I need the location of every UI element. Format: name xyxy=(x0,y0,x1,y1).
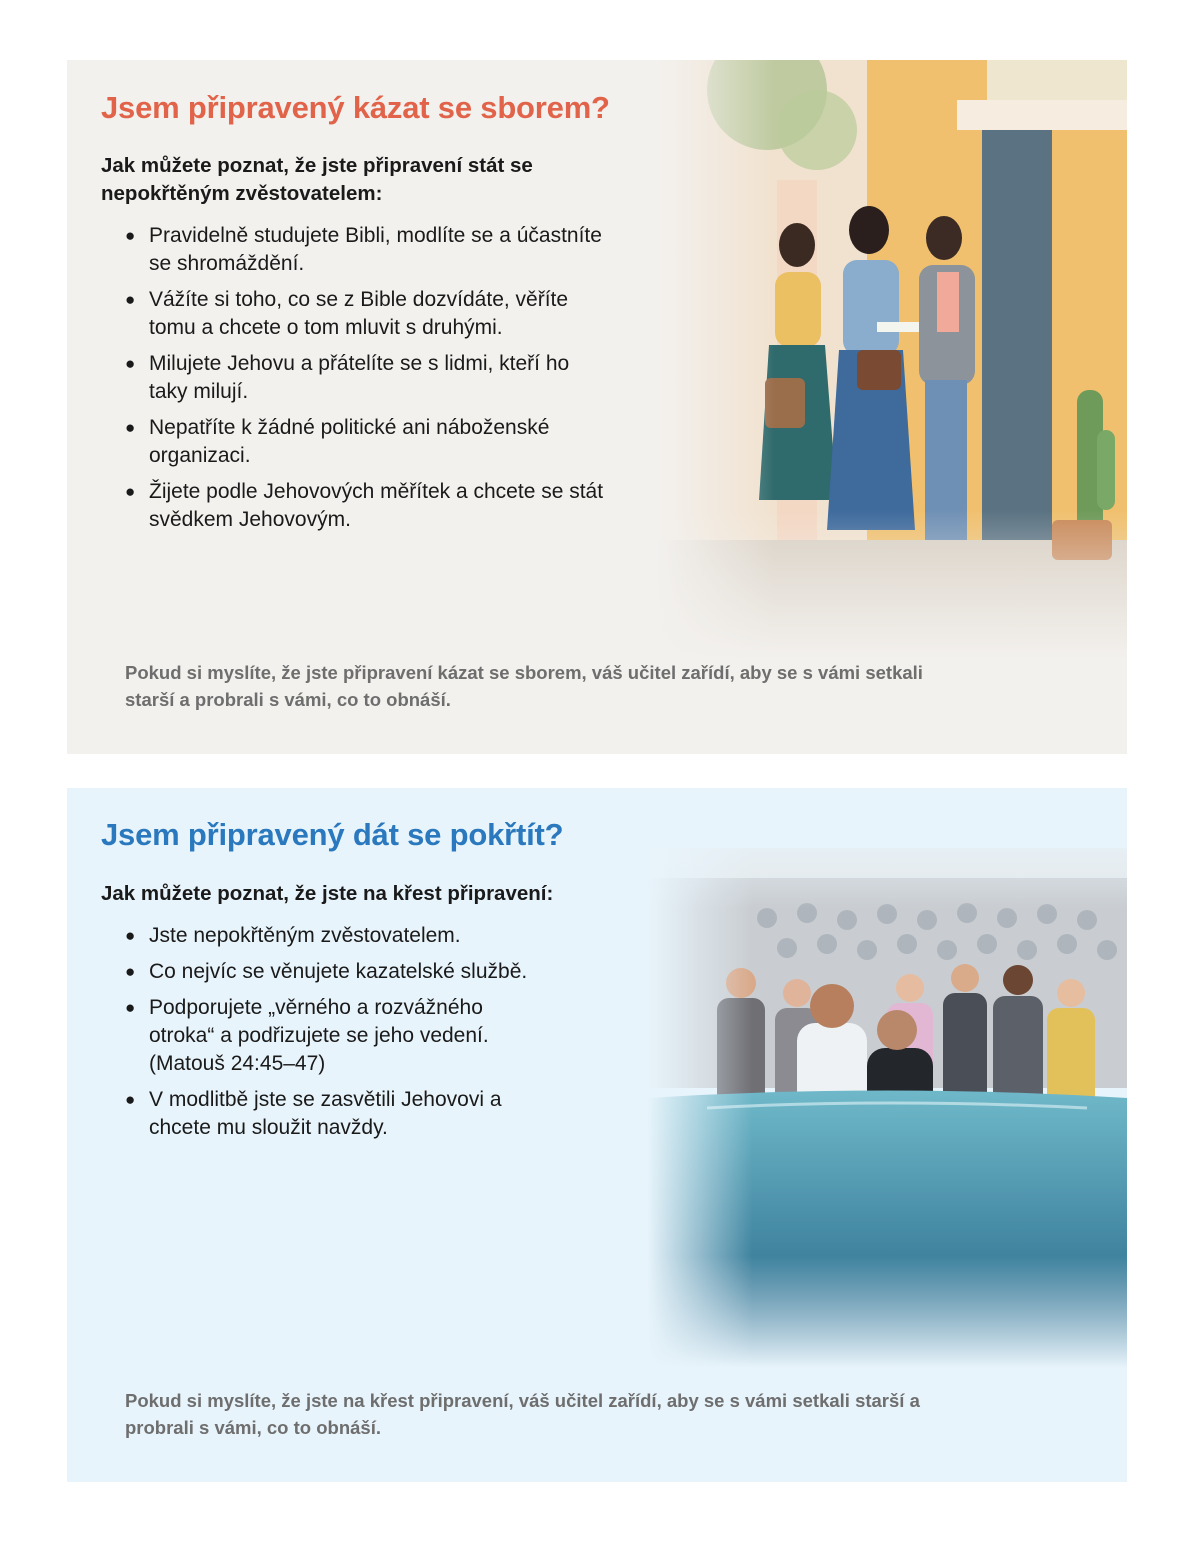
list-item xyxy=(125,958,545,986)
list-item xyxy=(125,414,605,470)
criteria-list xyxy=(125,922,545,1150)
list-item xyxy=(125,994,545,1078)
list-item-text: Podporujete „věrného a rozvážného otroka“ a podřizujete se jeho vedení. (Matouš 24:45–47) xyxy=(149,996,489,1075)
list-item-text: Žijete podle Jehovových měřítek a chcete se stát svědkem Jehovovým. xyxy=(149,480,604,531)
preaching-readiness-panel xyxy=(67,60,1127,754)
door-to-door-illustration xyxy=(657,60,1127,660)
bullet-icon: ● xyxy=(125,962,136,981)
bullet-icon: ● xyxy=(125,998,136,1017)
bullet-icon: ● xyxy=(125,354,136,373)
bullet-icon: ● xyxy=(125,1090,136,1109)
section-lead: Jak můžete poznat, že jste připravení stát se nepokřtěným zvěstovatelem: xyxy=(101,154,533,205)
list-item xyxy=(125,350,605,406)
section-title: Jsem připravený dát se pokřtít? xyxy=(101,817,564,852)
section-footer-note: Pokud si myslíte, že jste na křest připravení, váš učitel zařídí, aby se s vámi setkali starší a probrali s vámi, co to obnáší. xyxy=(125,1390,920,1438)
list-item-text: Jste nepokřtěným zvěstovatelem. xyxy=(149,924,461,947)
criteria-list xyxy=(125,222,605,542)
list-item-text: Milujete Jehovu a přátelíte se s lidmi, kteří ho taky milují. xyxy=(149,352,570,403)
baptism-readiness-panel xyxy=(67,788,1127,1482)
list-item xyxy=(125,478,605,534)
list-item-text: Pravidelně studujete Bibli, modlíte se a účastníte se shromáždění. xyxy=(149,224,602,275)
bullet-icon: ● xyxy=(125,482,136,501)
bullet-icon: ● xyxy=(125,926,136,945)
list-item-text: Co nejvíc se věnujete kazatelské službě. xyxy=(149,960,528,983)
section-footer-note: Pokud si myslíte, že jste připravení kázat se sborem, váš učitel zařídí, aby se s vámi setkali starší a probrali s vámi, co to obnáší. xyxy=(125,662,923,710)
bullet-icon: ● xyxy=(125,226,136,245)
bullet-icon: ● xyxy=(125,418,136,437)
list-item-text: Vážíte si toho, co se z Bible dozvídáte, věříte tomu a chcete o tom mluvit s druhými. xyxy=(149,288,569,339)
bullet-icon: ● xyxy=(125,290,136,309)
section-lead: Jak můžete poznat, že jste na křest připravení: xyxy=(101,882,554,905)
list-item-text: V modlitbě jste se zasvětili Jehovovi a chcete mu sloužit navždy. xyxy=(149,1088,502,1139)
list-item xyxy=(125,286,605,342)
list-item xyxy=(125,922,545,950)
list-item xyxy=(125,222,605,278)
list-item xyxy=(125,1086,545,1142)
baptism-illustration xyxy=(647,808,1127,1368)
section-title: Jsem připravený kázat se sborem? xyxy=(101,90,610,125)
list-item-text: Nepatříte k žádné politické ani náboženské organizaci. xyxy=(149,416,550,467)
